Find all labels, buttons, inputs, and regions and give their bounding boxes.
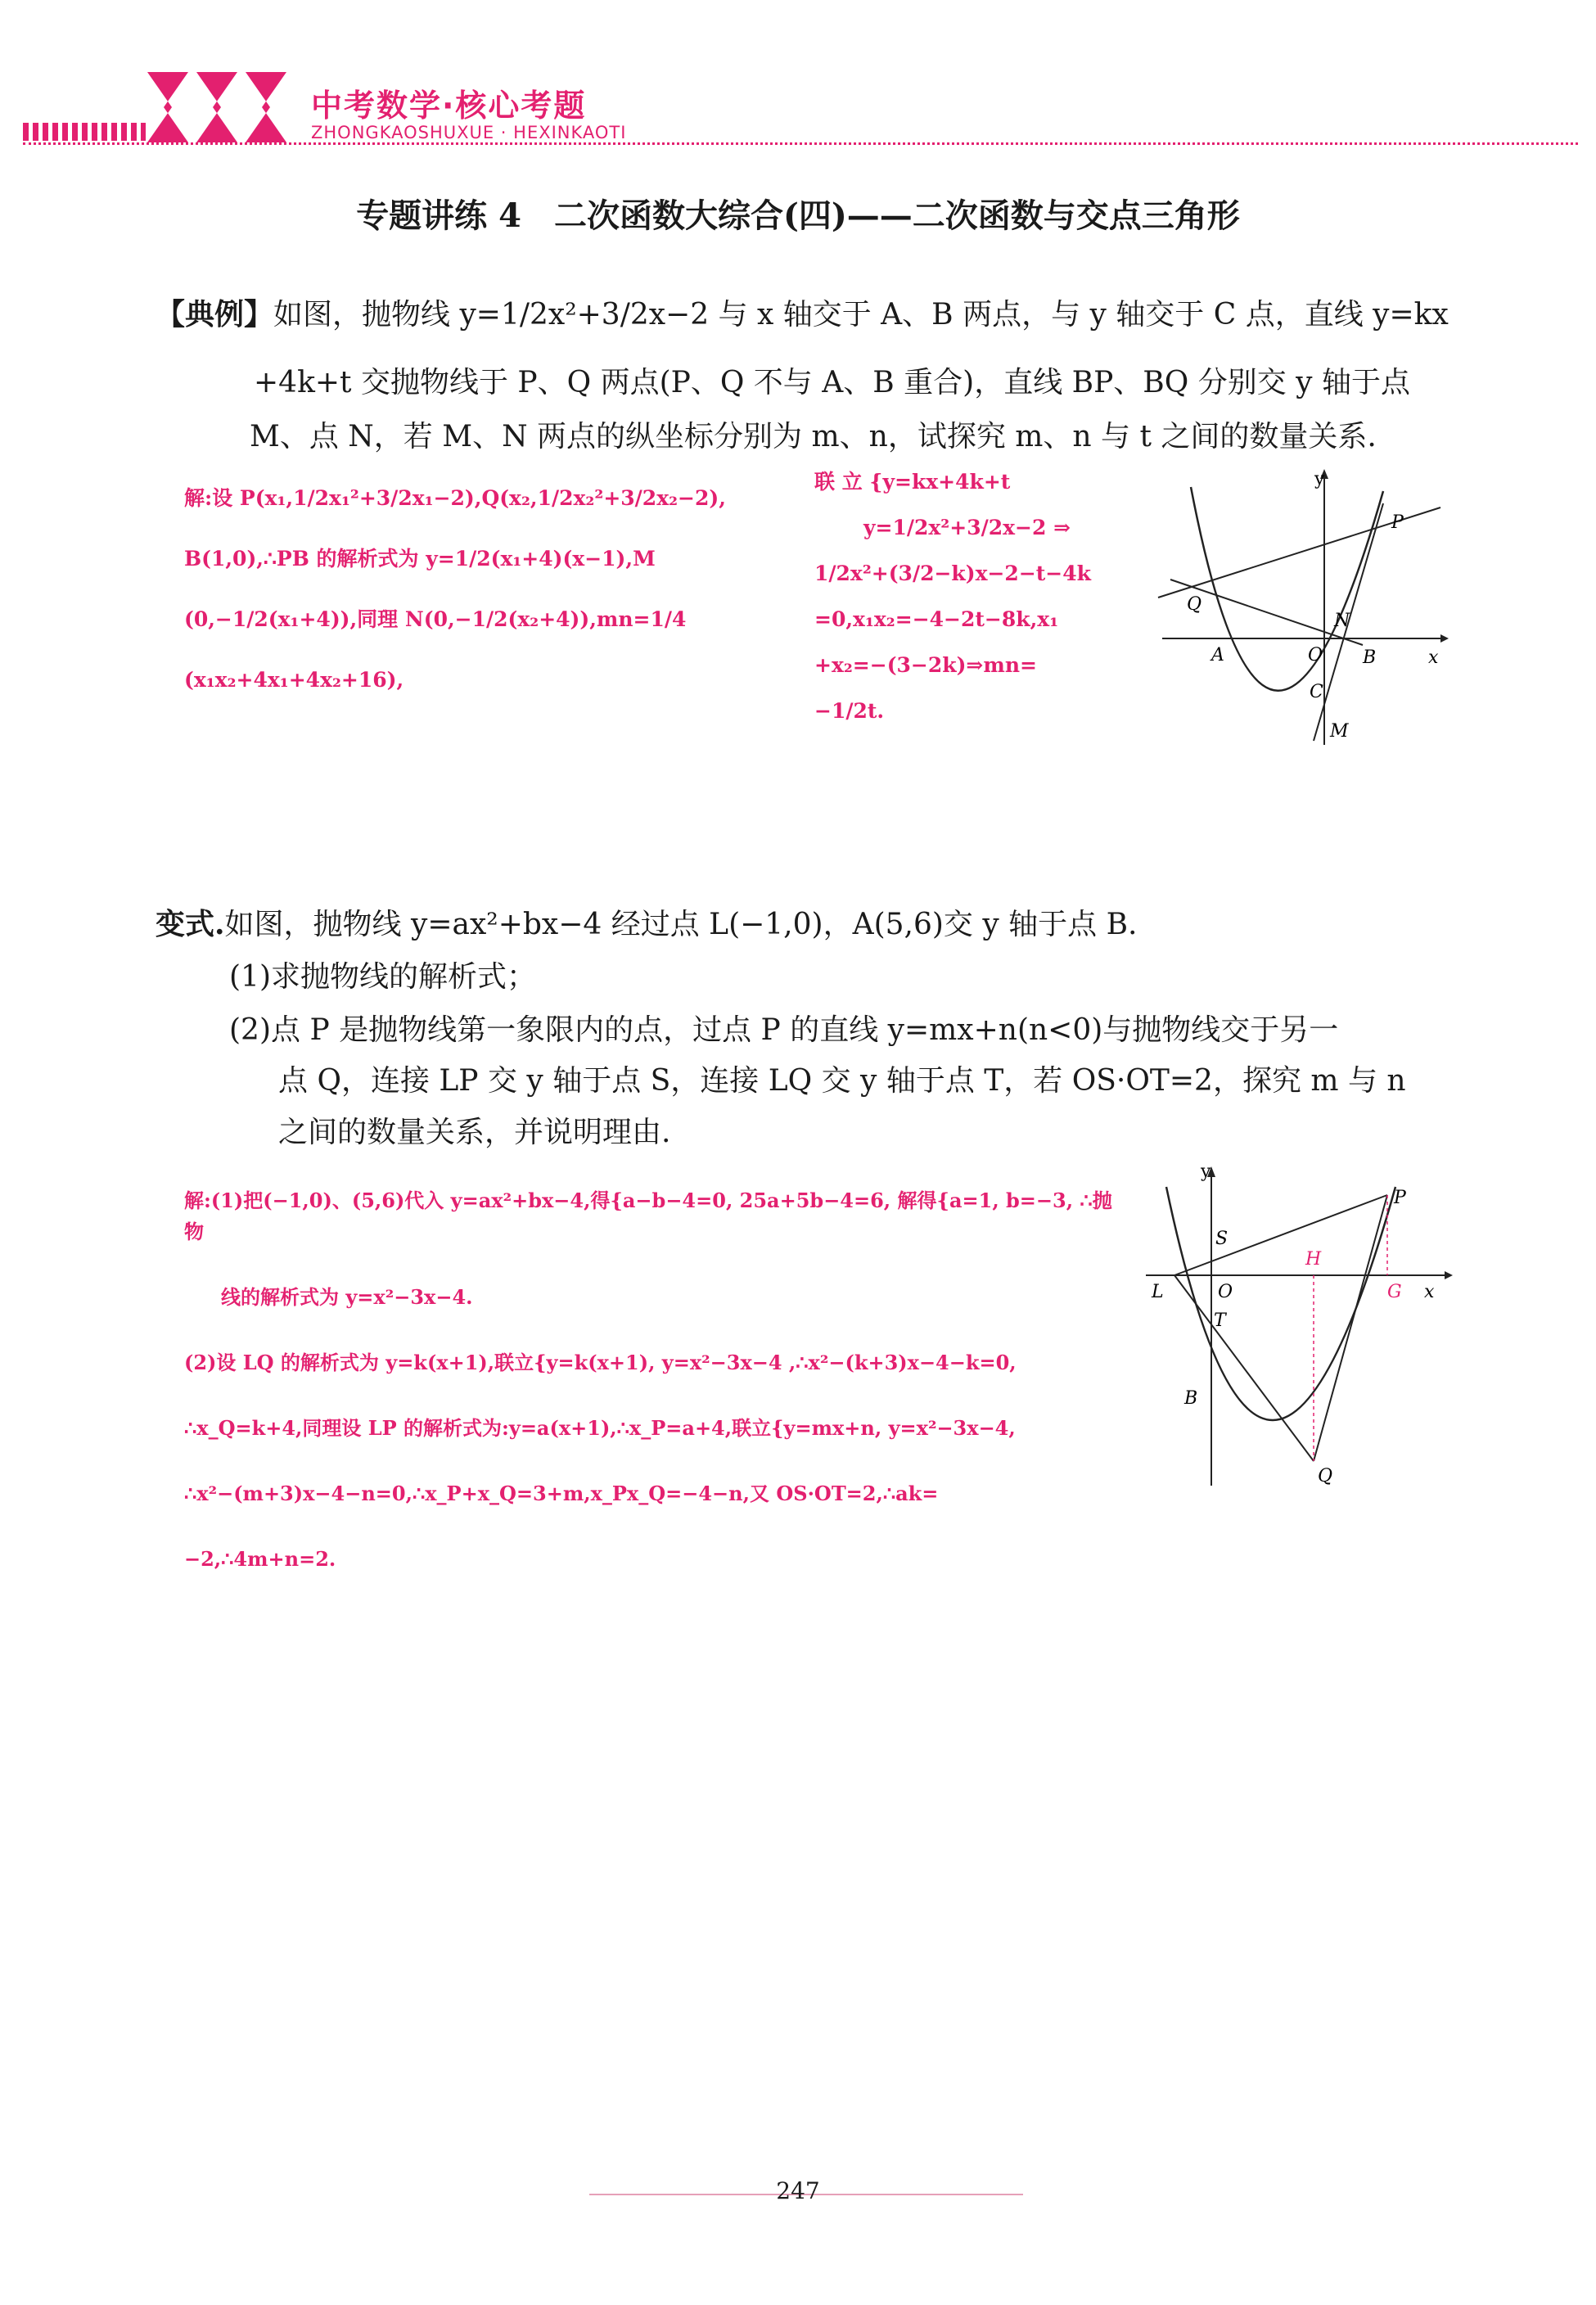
variant-q1: (1)求抛物线的解析式； — [229, 960, 536, 994]
series-title-en: ZHONGKAOSHUXUE · HEXINKAOTI — [311, 123, 627, 142]
sol-line: =0,x₁x₂=−4−2t−8k,x₁ — [814, 607, 1059, 631]
example-tag: 【典例】 — [156, 297, 274, 332]
fig-label: M — [1330, 721, 1349, 742]
fig-label: y — [1201, 1162, 1211, 1182]
example-solution-left — [184, 483, 798, 696]
parabola — [1166, 1187, 1395, 1420]
variant-q2-line3: 之间的数量关系，并说明理由. — [278, 1116, 671, 1149]
section-title: 专题讲练 4 二次函数大综合(四)——二次函数与交点三角形 — [356, 196, 1240, 235]
sol-line: +x₂=−(3−2k)⇒mn= — [814, 653, 1037, 677]
fig-label: P — [1391, 512, 1404, 533]
sol-line: (0,−1/2(x₁+4)),同理 N(0,−1/2(x₂+4)),mn=1/4 — [184, 607, 687, 631]
line-LQ — [1174, 1275, 1314, 1461]
sol-line: −1/2t. — [814, 699, 885, 723]
variant-q2-line2: 点 Q，连接 LP 交 y 轴于点 S，连接 LQ 交 y 轴于点 T，若 OS·OT=2，探究 m 与 n — [278, 1064, 1406, 1098]
sol-line: ∴x²−(m+3)x−4−n=0,∴x_P+x_Q=3+m,x_Px_Q=−4−n,又 OS·OT=2,∴ak= — [184, 1482, 939, 1505]
fig-label: T — [1214, 1310, 1226, 1331]
variant-text-line1: 如图，抛物线 y=ax²+bx−4 经过点 L(−1,0)，A(5,6)交 y 轴于点 B. — [224, 908, 1138, 941]
sol-line: 1/2x²+(3/2−k)x−2−t−4k — [814, 562, 1091, 585]
example-figure — [1146, 467, 1449, 753]
variant-line-1 — [156, 904, 1137, 945]
fig-label: P — [1394, 1188, 1406, 1208]
variant-solution — [184, 1185, 1125, 1575]
line-LP — [1174, 1195, 1387, 1275]
sol-line: 解:设 P(x₁,1/2x₁²+3/2x₁−2),Q(x₂,1/2x₂²+3/2x₂−2), — [184, 486, 726, 510]
fig-label: S — [1215, 1229, 1229, 1249]
fig-label: Q — [1187, 594, 1202, 615]
sol-line: 线的解析式为 y=x²−3x−4. — [221, 1285, 473, 1309]
header-rule — [23, 142, 1578, 145]
sol-line: 解:(1)把(−1,0)、(5,6)代入 y=ax²+bx−4,得{a−b−4=0, 25a+5b−4=6, 解得{a=1, b=−3, ∴抛物 — [184, 1189, 1112, 1243]
fig-label: G — [1387, 1282, 1402, 1302]
variant-tag: 变式. — [156, 907, 225, 941]
example-text-line3: M、点 N，若 M、N 两点的纵坐标分别为 m、n，试探究 m、n 与 t 之间的数量关系. — [250, 420, 1377, 453]
fig-label: Q — [1318, 1466, 1333, 1486]
example-solution-right — [814, 467, 1134, 727]
fig-label: O — [1308, 645, 1323, 665]
example-text-line1: 如图，抛物线 y=1/2x²+3/2x−2 与 x 轴交于 A、B 两点，与 y 轴交于 C 点，直线 y=kx — [273, 298, 1449, 332]
fig-label: y — [1314, 469, 1325, 489]
sol-line: B(1,0),∴PB 的解析式为 y=1/2(x₁+4)(x−1),M — [184, 547, 656, 571]
sol-line: −2,∴4m+n=2. — [184, 1547, 336, 1571]
fig-label: O — [1218, 1282, 1233, 1302]
sol-line: 联 立 {y=kx+4k+t — [814, 470, 1011, 494]
fig-label: B — [1363, 647, 1377, 668]
line-PQ — [1314, 1195, 1387, 1461]
sol-line: y=1/2x²+3/2x−2 ⇒ — [863, 516, 1071, 539]
example-text-line2: +4k+t 交抛物线于 P、Q 两点(P、Q 不与 A、B 重合)，直线 BP、BQ 分别交 y 轴于点 — [254, 366, 1410, 399]
series-title: 中考数学·核心考题 — [311, 88, 587, 124]
example-line-1 — [156, 295, 1449, 335]
page-number: 247 — [776, 2177, 820, 2204]
fig-label: C — [1310, 682, 1323, 702]
fig-label: A — [1211, 645, 1224, 665]
variant-q2-line1: (2)点 P 是抛物线第一象限内的点，过点 P 的直线 y=mx+n(n<0)与抛物线交于另一 — [229, 1013, 1339, 1047]
header-stripes — [23, 123, 146, 141]
fig-label: H — [1305, 1249, 1322, 1270]
fig-label: x — [1428, 647, 1439, 668]
header-chevrons-icon — [139, 72, 311, 142]
fig-label: B — [1184, 1388, 1198, 1409]
sol-line: (2)设 LQ 的解析式为 y=k(x+1),联立{y=k(x+1), y=x²−3x−4 ,∴x²−(k+3)x−4−k=0, — [184, 1351, 1017, 1374]
fig-label: L — [1152, 1282, 1164, 1302]
sol-line: (x₁x₂+4x₁+4x₂+16), — [184, 668, 404, 692]
sol-line: ∴x_Q=k+4,同理设 LP 的解析式为:y=a(x+1),∴x_P=a+4,联立{y=mx+n, y=x²−3x−4, — [184, 1416, 1016, 1440]
fig-label: N — [1334, 611, 1350, 631]
fig-label: x — [1424, 1282, 1435, 1302]
variant-figure — [1142, 1162, 1453, 1490]
